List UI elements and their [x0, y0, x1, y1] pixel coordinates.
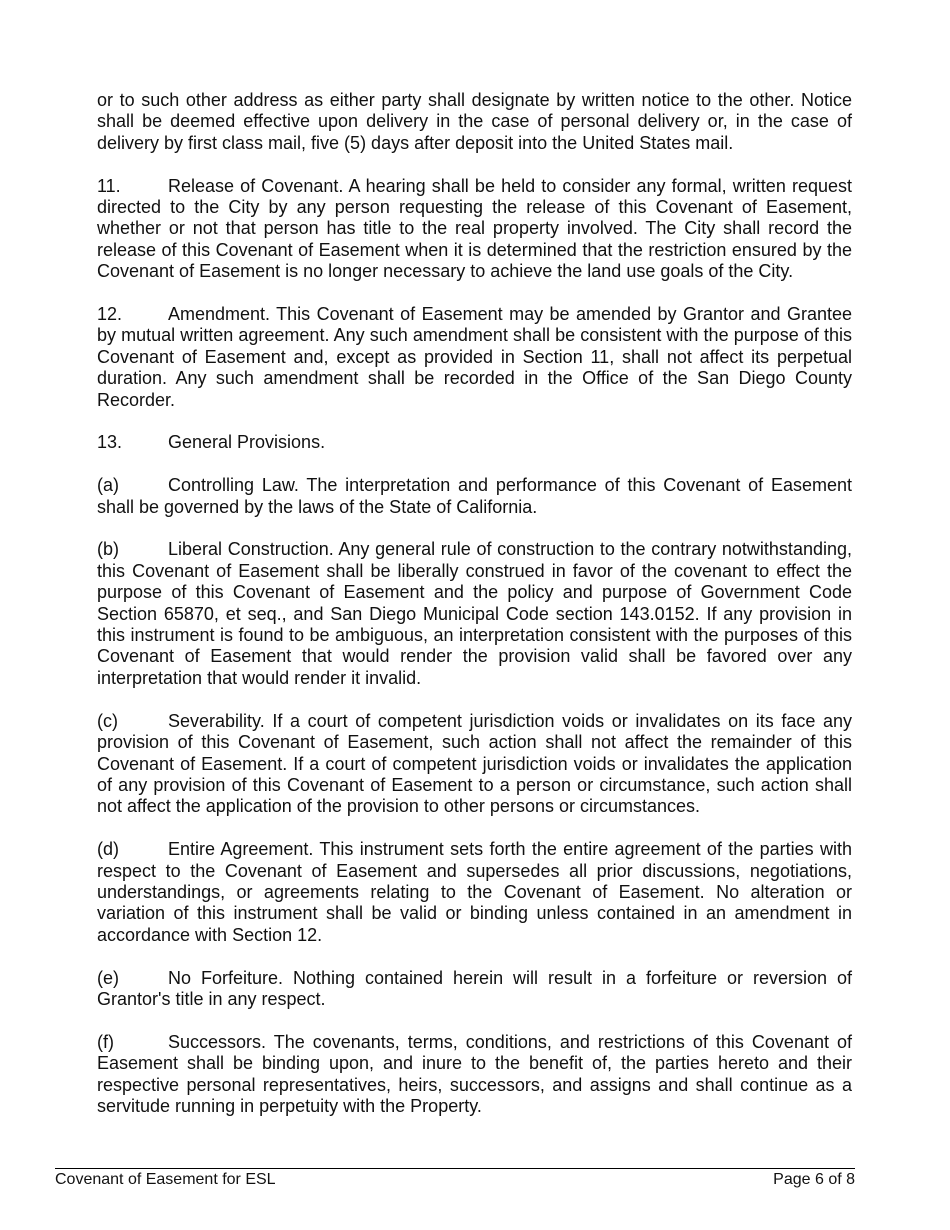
footer-document-title: Covenant of Easement for ESL [55, 1171, 276, 1188]
paragraph-text: Successors. The covenants, terms, conditions, and restrictions of this Covenant of Easement shall be binding upon, and inure to the benefit of, the parties hereto and their respective personal representatives, heirs, successors, and assigns and shall continue as a servitude running in perpetuity with the Property. [97, 1031, 852, 1116]
paragraph-number: (b) [97, 539, 119, 560]
paragraph-number: (d) [97, 839, 119, 860]
paragraph-number: 11. [97, 175, 121, 196]
paragraph-13f [97, 1032, 852, 1118]
paragraph-13 [97, 432, 852, 453]
paragraph-text: No Forfeiture. Nothing contained herein will result in a forfeiture or reversion of Grantor's title in any respect. [97, 967, 852, 1009]
footer-page-number: Page 6 of 8 [773, 1171, 855, 1188]
paragraph-13a [97, 475, 852, 518]
paragraph-number: (c) [97, 710, 118, 731]
paragraph-text: Release of Covenant. A hearing shall be held to consider any formal, written request directed to the City by any person requesting the release of this Covenant of Easement, whether or not that person has title to the real property involved. The City shall record the release of this Covenant of Easement when it is determined that the restriction ensured by the Covenant of Easement is no longer necessary to achieve the land use goals of the City. [97, 175, 852, 282]
paragraph-13b [97, 539, 852, 689]
paragraph-number: 12. [97, 304, 123, 325]
paragraph-13e [97, 968, 852, 1011]
paragraph-text: Entire Agreement. This instrument sets forth the entire agreement of the parties with respect to the Covenant of Easement and supersedes all prior discussions, negotiations, understandings, or agreements relating to the Covenant of Easement. No alteration or variation of this instrument shall be valid or binding unless contained in an amendment in accordance with Section 12. [97, 839, 852, 945]
paragraph-text: Liberal Construction. Any general rule of construction to the contrary notwithstanding, this Covenant of Easement shall be liberally construed in favor of the covenant to effect the purpose of this Covenant of Easement and the policy and purpose of Government Code Section 65870, et seq., and San Diego Municipal Code section 143.0152. If any provision in this instrument is found to be ambiguous, an interpretation consistent with the purposes of this Covenant of Easement that would render the provision valid shall be favored over any interpretation that would render it invalid. [97, 539, 852, 688]
paragraph-12 [97, 304, 852, 411]
paragraph-notice-continuation [97, 90, 852, 154]
paragraph-13c [97, 711, 852, 818]
paragraph-number: 13. [97, 432, 123, 453]
paragraph-text: Amendment. This Covenant of Easement may be amended by Grantor and Grantee by mutual written agreement. Any such amendment shall be consistent with the purpose of this Covenant of Easement and, except as provided in Section 11, shall not affect its perpetual duration. Any such amendment shall be recorded in the Office of the San Diego County Recorder. [97, 304, 852, 410]
paragraph-11 [97, 176, 852, 283]
paragraph-text: General Provisions. [168, 432, 326, 453]
document-body [97, 90, 852, 1139]
paragraph-text: Severability. If a court of competent jurisdiction voids or invalidates on its face any provision of this Covenant of Easement, such action shall not affect the remainder of this Covenant of Easement. If a court of competent jurisdiction voids or invalidates the application of any provision of this Covenant of Easement to a person or circumstance, such action shall not affect the application of the provision to other persons or circumstances. [97, 710, 852, 817]
footer-divider [55, 1168, 855, 1169]
paragraph-number: (e) [97, 967, 119, 988]
paragraph-number: (a) [97, 475, 119, 496]
paragraph-number: (f) [97, 1031, 114, 1052]
paragraph-text: Controlling Law. The interpretation and performance of this Covenant of Easement shall be governed by the laws of the State of California. [97, 475, 852, 517]
paragraph-text: or to such other address as either party shall designate by written notice to the other. Notice shall be deemed effective upon delivery in the case of personal delivery or, in the case of delivery by first class mail, five (5) days after deposit into the United States mail. [97, 90, 852, 153]
page-footer [55, 1171, 855, 1189]
paragraph-13d [97, 839, 852, 946]
